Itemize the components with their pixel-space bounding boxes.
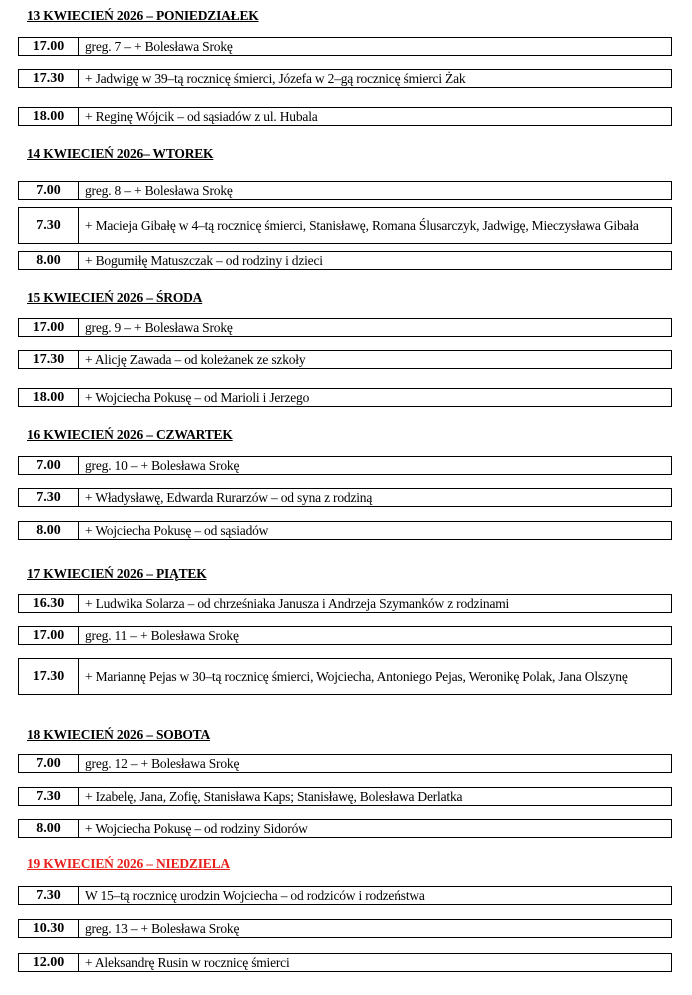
mass-time: 8.00 xyxy=(19,820,79,837)
mass-time: 17.00 xyxy=(19,38,79,55)
mass-time: 7.00 xyxy=(19,457,79,474)
mass-row xyxy=(18,953,672,972)
mass-time: 8.00 xyxy=(19,522,79,539)
mass-time: 17.30 xyxy=(19,351,79,368)
day-heading: 18 KWIECIEŃ 2026 – SOBOTA xyxy=(27,727,211,742)
mass-intention: + Mariannę Pejas w 30–tą rocznicę śmierci, Wojciecha, Antoniego Pejas, Weronikę Polak, Jana Olszynę xyxy=(85,669,628,684)
mass-intention: + Reginę Wójcik – od sąsiadów z ul. Hubala xyxy=(85,109,318,124)
mass-time: 7.30 xyxy=(19,887,79,904)
mass-row xyxy=(18,626,672,645)
mass-intention: greg. 10 – + Bolesława Srokę xyxy=(85,458,240,473)
mass-intention: + Izabelę, Jana, Zofię, Stanisława Kaps; Stanisławę, Bolesława Derlatka xyxy=(85,789,463,804)
mass-time: 7.00 xyxy=(19,182,79,199)
mass-intention: + Wojciecha Pokusę – od Marioli i Jerzego xyxy=(85,390,310,405)
mass-time: 12.00 xyxy=(19,954,79,971)
mass-row xyxy=(18,318,672,337)
mass-row xyxy=(18,754,672,773)
mass-row xyxy=(18,107,672,126)
mass-time: 17.30 xyxy=(19,659,79,694)
mass-intention: + Władysławę, Edwarda Rurarzów – od syna z rodziną xyxy=(85,490,373,505)
mass-time: 7.30 xyxy=(19,489,79,506)
mass-time: 10.30 xyxy=(19,920,79,937)
day-heading: 13 KWIECIEŃ 2026 – PONIEDZIAŁEK xyxy=(27,8,259,23)
mass-intention: + Bogumiłę Matuszczak – od rodziny i dzieci xyxy=(85,253,323,268)
mass-intention: + Wojciecha Pokusę – od rodziny Sidorów xyxy=(85,821,308,836)
day-heading: 17 KWIECIEŃ 2026 – PIĄTEK xyxy=(27,566,207,581)
mass-intention: greg. 13 – + Bolesława Srokę xyxy=(85,921,240,936)
mass-intention: greg. 7 – + Bolesława Srokę xyxy=(85,39,233,54)
mass-row xyxy=(18,658,672,695)
mass-time: 17.00 xyxy=(19,627,79,644)
mass-time: 8.00 xyxy=(19,252,79,269)
mass-time: 18.00 xyxy=(19,108,79,125)
mass-row xyxy=(18,787,672,806)
mass-row xyxy=(18,456,672,475)
mass-row xyxy=(18,521,672,540)
mass-row xyxy=(18,181,672,200)
day-heading: 16 KWIECIEŃ 2026 – CZWARTEK xyxy=(27,427,233,442)
mass-intention: + Jadwigę w 39–tą rocznicę śmierci, Józefa w 2–gą rocznicę śmierci Żak xyxy=(85,71,466,86)
mass-time: 17.00 xyxy=(19,319,79,336)
mass-row xyxy=(18,819,672,838)
mass-intention: greg. 12 – + Bolesława Srokę xyxy=(85,756,240,771)
mass-time: 7.30 xyxy=(19,788,79,805)
mass-row xyxy=(18,350,672,369)
mass-intention: + Alicję Zawada – od koleżanek ze szkoły xyxy=(85,352,306,367)
mass-row xyxy=(18,69,672,88)
mass-row xyxy=(18,37,672,56)
mass-time: 7.00 xyxy=(19,755,79,772)
mass-row xyxy=(18,594,672,613)
mass-row xyxy=(18,388,672,407)
mass-intention: greg. 8 – + Bolesława Srokę xyxy=(85,183,233,198)
mass-row xyxy=(18,207,672,244)
mass-intention: + Wojciecha Pokusę – od sąsiadów xyxy=(85,523,269,538)
mass-intention: + Aleksandrę Rusin w rocznicę śmierci xyxy=(85,955,290,970)
mass-time: 7.30 xyxy=(19,208,79,243)
day-heading: 15 KWIECIEŃ 2026 – ŚRODA xyxy=(27,290,203,305)
mass-intention: greg. 11 – + Bolesława Srokę xyxy=(85,628,239,643)
mass-intention: W 15–tą rocznicę urodzin Wojciecha – od rodziców i rodzeństwa xyxy=(85,888,425,903)
mass-time: 17.30 xyxy=(19,70,79,87)
day-heading: 14 KWIECIEŃ 2026– WTOREK xyxy=(27,146,214,161)
mass-row xyxy=(18,886,672,905)
mass-intention: + Macieja Gibałę w 4–tą rocznicę śmierci, Stanisławę, Romana Ślusarczyk, Jadwigę, Mieczysława Gibała xyxy=(85,218,639,233)
mass-row xyxy=(18,488,672,507)
mass-intention: greg. 9 – + Bolesława Srokę xyxy=(85,320,233,335)
mass-row xyxy=(18,251,672,270)
mass-row xyxy=(18,919,672,938)
mass-time: 18.00 xyxy=(19,389,79,406)
day-heading: 19 KWIECIEŃ 2026 – NIEDZIELA xyxy=(27,856,230,871)
mass-time: 16.30 xyxy=(19,595,79,612)
mass-intention: + Ludwika Solarza – od chrześniaka Janusza i Andrzeja Szymanków z rodzinami xyxy=(85,596,510,611)
